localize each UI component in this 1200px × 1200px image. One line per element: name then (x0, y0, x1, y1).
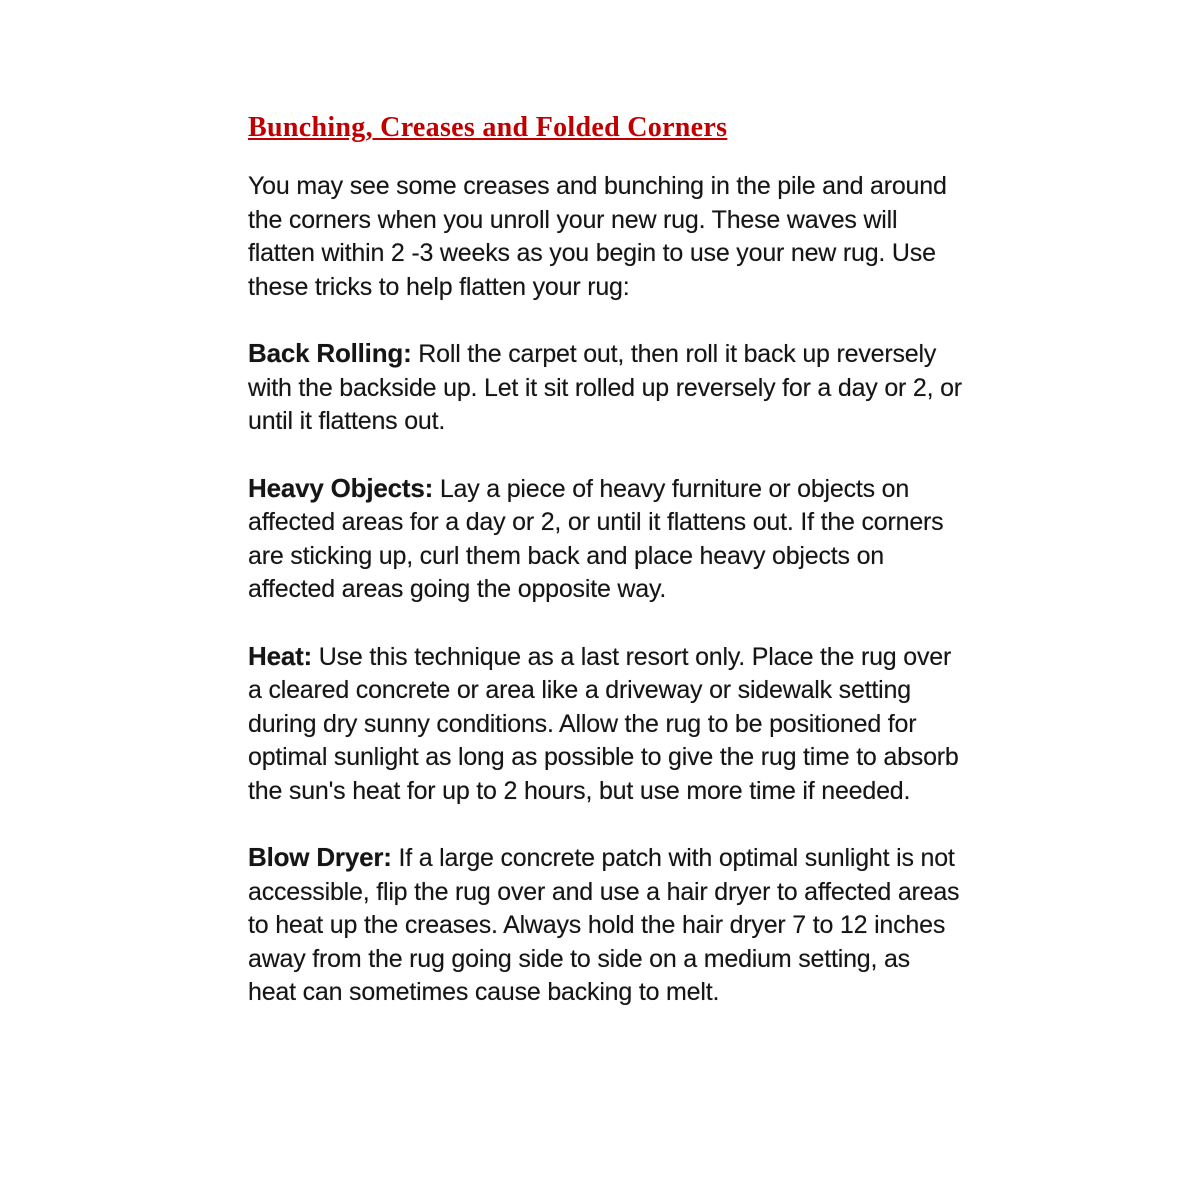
paragraph-body-back-rolling: Roll the carpet out, then roll it back up reversely with the backside up. Let it sit rolled up reversely for a day or 2, or until it flattens out. (248, 340, 962, 435)
paragraph-lead-heat: Heat: (248, 640, 313, 671)
paragraph-body-heavy-objects: Lay a piece of heavy furniture or objects on affected areas for a day or 2, or until it flattens out. If the corners are sticking up, curl them back and place heavy objects on affected areas going the opposite way. (248, 474, 944, 603)
paragraph-heavy-objects (248, 472, 962, 607)
paragraph-lead-back-rolling: Back Rolling: (248, 338, 412, 368)
paragraph-back-rolling (248, 337, 962, 439)
paragraph-blow-dryer (248, 841, 962, 1010)
paragraph-lead-heavy-objects: Heavy Objects: (248, 472, 434, 503)
document-page (248, 112, 962, 1043)
paragraph-heat (248, 640, 962, 809)
intro-paragraph: You may see some creases and bunching in the pile and around the corners when you unroll your new rug. These waves will flatten within 2 -3 weeks as you begin to use your new rug. Use these tricks to help flatten your rug: (248, 172, 947, 301)
paragraph-body-heat: Use this technique as a last resort only. Place the rug over a cleared concrete or area like a driveway or sidewalk setting during dry sunny conditions. Allow the rug to be positioned for optimal sunlight as long as possible to give the rug time to absorb the sun's heat for up to 2 hours, but use more time if needed. (248, 642, 959, 805)
paragraph-body-blow-dryer: If a large concrete patch with optimal sunlight is not accessible, flip the rug over and use a hair dryer to affected areas to heat up the creases. Always hold the hair dryer 7 to 12 inches away from the rug going side to side on a medium setting, as heat can sometimes cause backing to melt. (248, 844, 960, 1006)
page-title: Bunching, Creases and Folded Corners (248, 112, 728, 143)
paragraph-lead-blow-dryer: Blow Dryer: (248, 842, 392, 872)
